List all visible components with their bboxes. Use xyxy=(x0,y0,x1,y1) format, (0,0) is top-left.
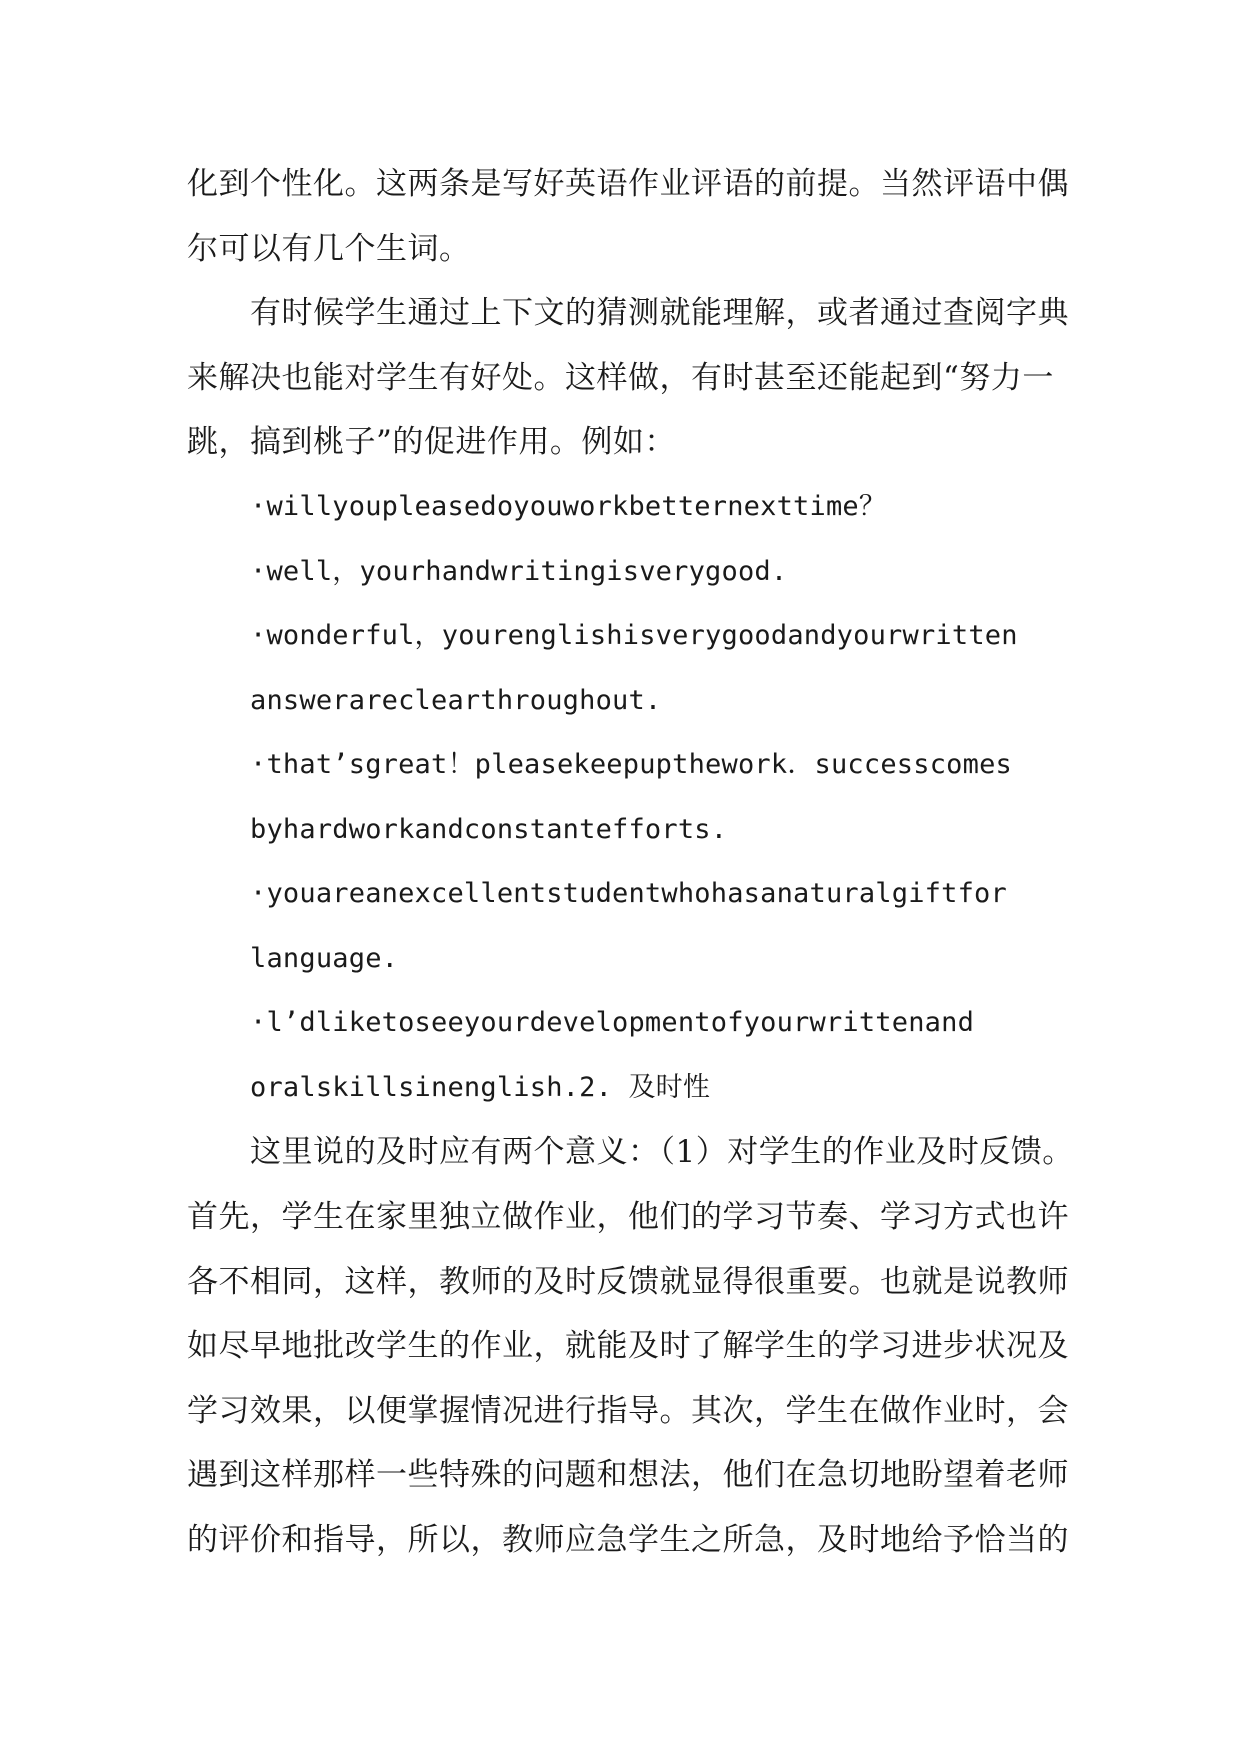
example-line: language. xyxy=(250,943,399,974)
example-line: answerareclearthroughout. xyxy=(250,685,662,716)
paragraph-line: 学习效果，以便掌握情况进行指导。其次，学生在做作业时，会 xyxy=(187,1393,1069,1429)
example-line: oralskillsinenglish.2. 及时性 xyxy=(250,1072,711,1103)
paragraph-line: 这里说的及时应有两个意义：（1）对学生的作业及时反馈。 xyxy=(250,1134,1074,1170)
example-line: byhardworkandconstantefforts. xyxy=(250,814,728,845)
paragraph-line: 的评价和指导，所以，教师应急学生之所急，及时地给予恰当的 xyxy=(187,1522,1069,1558)
paragraph-line: 各不相同，这样，教师的及时反馈就显得很重要。也就是说教师 xyxy=(187,1264,1069,1300)
paragraph-line: 化到个性化。这两条是写好英语作业评语的前提。当然评语中偶 xyxy=(187,166,1069,202)
example-line: ·l’dliketoseeyourdevelopmentofyourwrittenand xyxy=(250,1007,975,1038)
example-line: ·youareanexcellentstudentwhohasanaturalgiftfor xyxy=(250,878,1007,909)
paragraph-line: 首先，学生在家里独立做作业，他们的学习节奏、学习方式也许 xyxy=(187,1199,1069,1235)
paragraph-line: 跳，搞到桃子”的促进作用。例如： xyxy=(187,424,676,460)
paragraph-line: 有时候学生通过上下文的猜测就能理解，或者通过查阅字典 xyxy=(250,295,1069,331)
example-line: ·well，yourhandwritingisverygood. xyxy=(250,556,788,587)
paragraph-line: 如尽早地批改学生的作业，就能及时了解学生的学习进步状况及 xyxy=(187,1328,1069,1364)
paragraph-line: 遇到这样那样一些特殊的问题和想法，他们在急切地盼望着老师 xyxy=(187,1457,1069,1493)
example-line: ·that’sgreat！pleasekeepupthework．successcomes xyxy=(250,749,1012,780)
paragraph-line: 来解决也能对学生有好处。这样做，有时甚至还能起到“努力一 xyxy=(187,360,1054,396)
example-line: ·wonderful，yourenglishisverygoodandyourwritten xyxy=(250,620,1018,651)
example-line: ·willyoupleasedoyouworkbetternexttime？ xyxy=(250,491,887,522)
paragraph-line: 尔可以有几个生词。 xyxy=(187,231,471,267)
